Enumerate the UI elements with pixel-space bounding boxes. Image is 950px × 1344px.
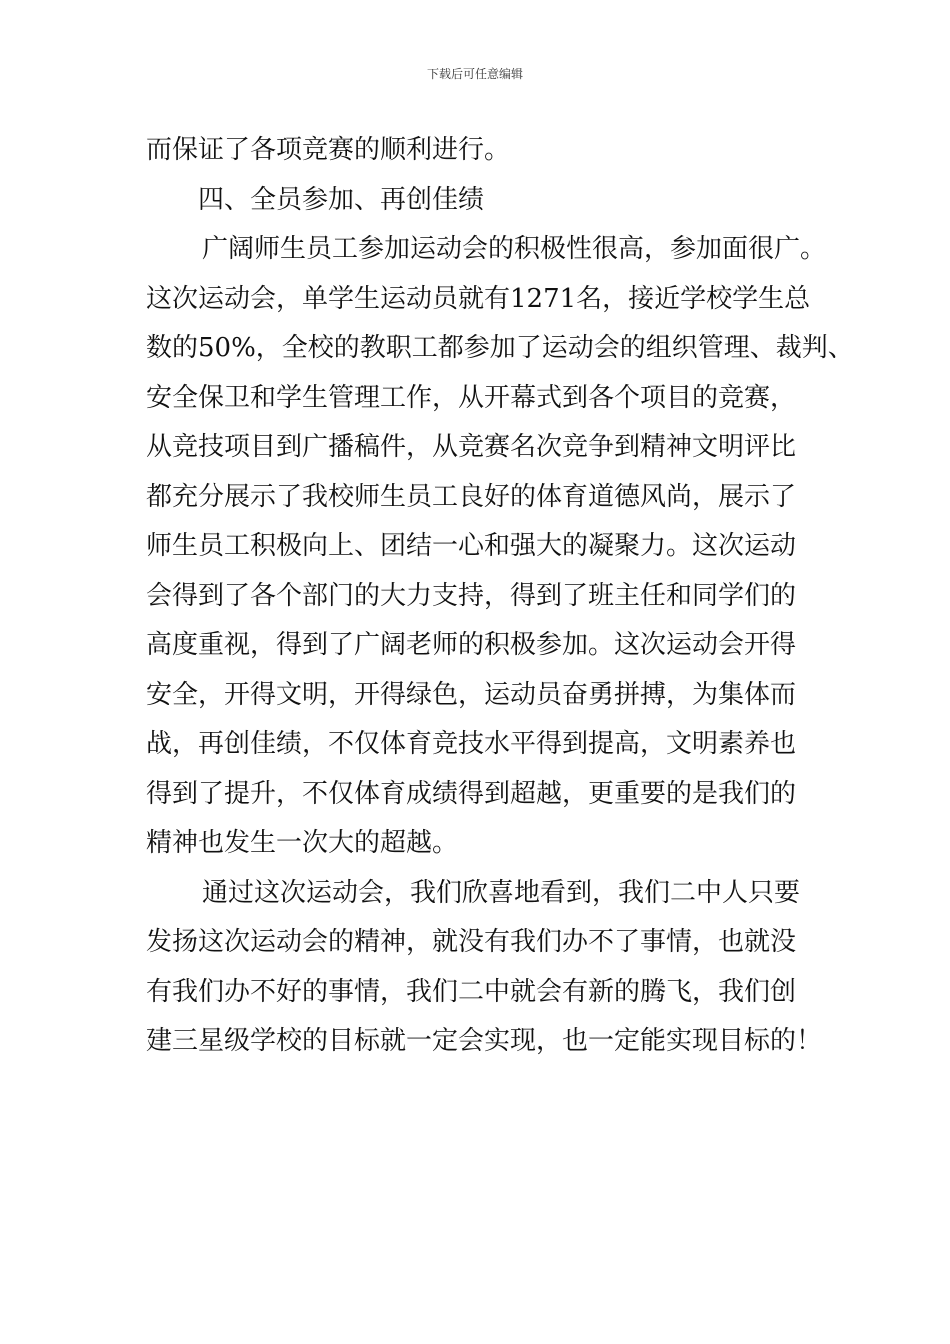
text-line: 发扬这次运动会的精神，就没有我们办不了事情，也就没	[146, 927, 797, 957]
text-line: 得到了提升，不仅体育成绩得到超越，更重要的是我们的	[146, 778, 797, 809]
text-line: 都充分展示了我校师生员工良好的体育道德风尚，展示了	[146, 481, 797, 512]
text-line: 精神也发生一次大的超越。	[146, 828, 459, 858]
text-line: 安全，开得文明，开得绿色，运动员奋勇拼搏，为集体而	[146, 679, 797, 710]
text-line: 从竞技项目到广播稿件，从竞赛名次竞争到精神文明评比	[146, 432, 797, 462]
text-line: 高度重视，得到了广阔老师的积极参加。这次运动会开得	[146, 630, 797, 660]
text-line: 而保证了各项竞赛的顺利进行。	[146, 135, 511, 165]
text-line: 师生员工积极向上、团结一心和强大的凝聚力。这次运动	[146, 531, 797, 561]
section-heading: 四、全员参加、再创佳绩	[198, 184, 485, 215]
text-line: 建三星级学校的目标就一定会实现，也一定能实现目标的！	[146, 1026, 823, 1056]
document-body	[146, 126, 854, 1067]
text-line: 战，再创佳绩，不仅体育竞技水平得到提高，文明素养也	[146, 729, 797, 759]
text-line: 安全保卫和学生管理工作，从开幕式到各个项目的竞赛，	[146, 382, 797, 413]
text-line: 会得到了各个部门的大力支持，得到了班主任和同学们的	[146, 580, 797, 611]
text-line: 这次运动会，单学生运动员就有1271名，接近学校学生总	[146, 283, 811, 314]
paragraph-first-line: 通过这次运动会，我们欣喜地看到，我们二中人只要	[202, 877, 801, 908]
text-line: 有我们办不好的事情，我们二中就会有新的腾飞，我们创	[146, 976, 797, 1007]
page-header-note: 下载后可任意编辑	[426, 67, 523, 81]
paragraph-first-line: 广阔师生员工参加运动会的积极性很高，参加面很广。	[202, 234, 827, 264]
text-line: 数的50%，全校的教职工都参加了运动会的组织管理、裁判、	[146, 333, 854, 363]
